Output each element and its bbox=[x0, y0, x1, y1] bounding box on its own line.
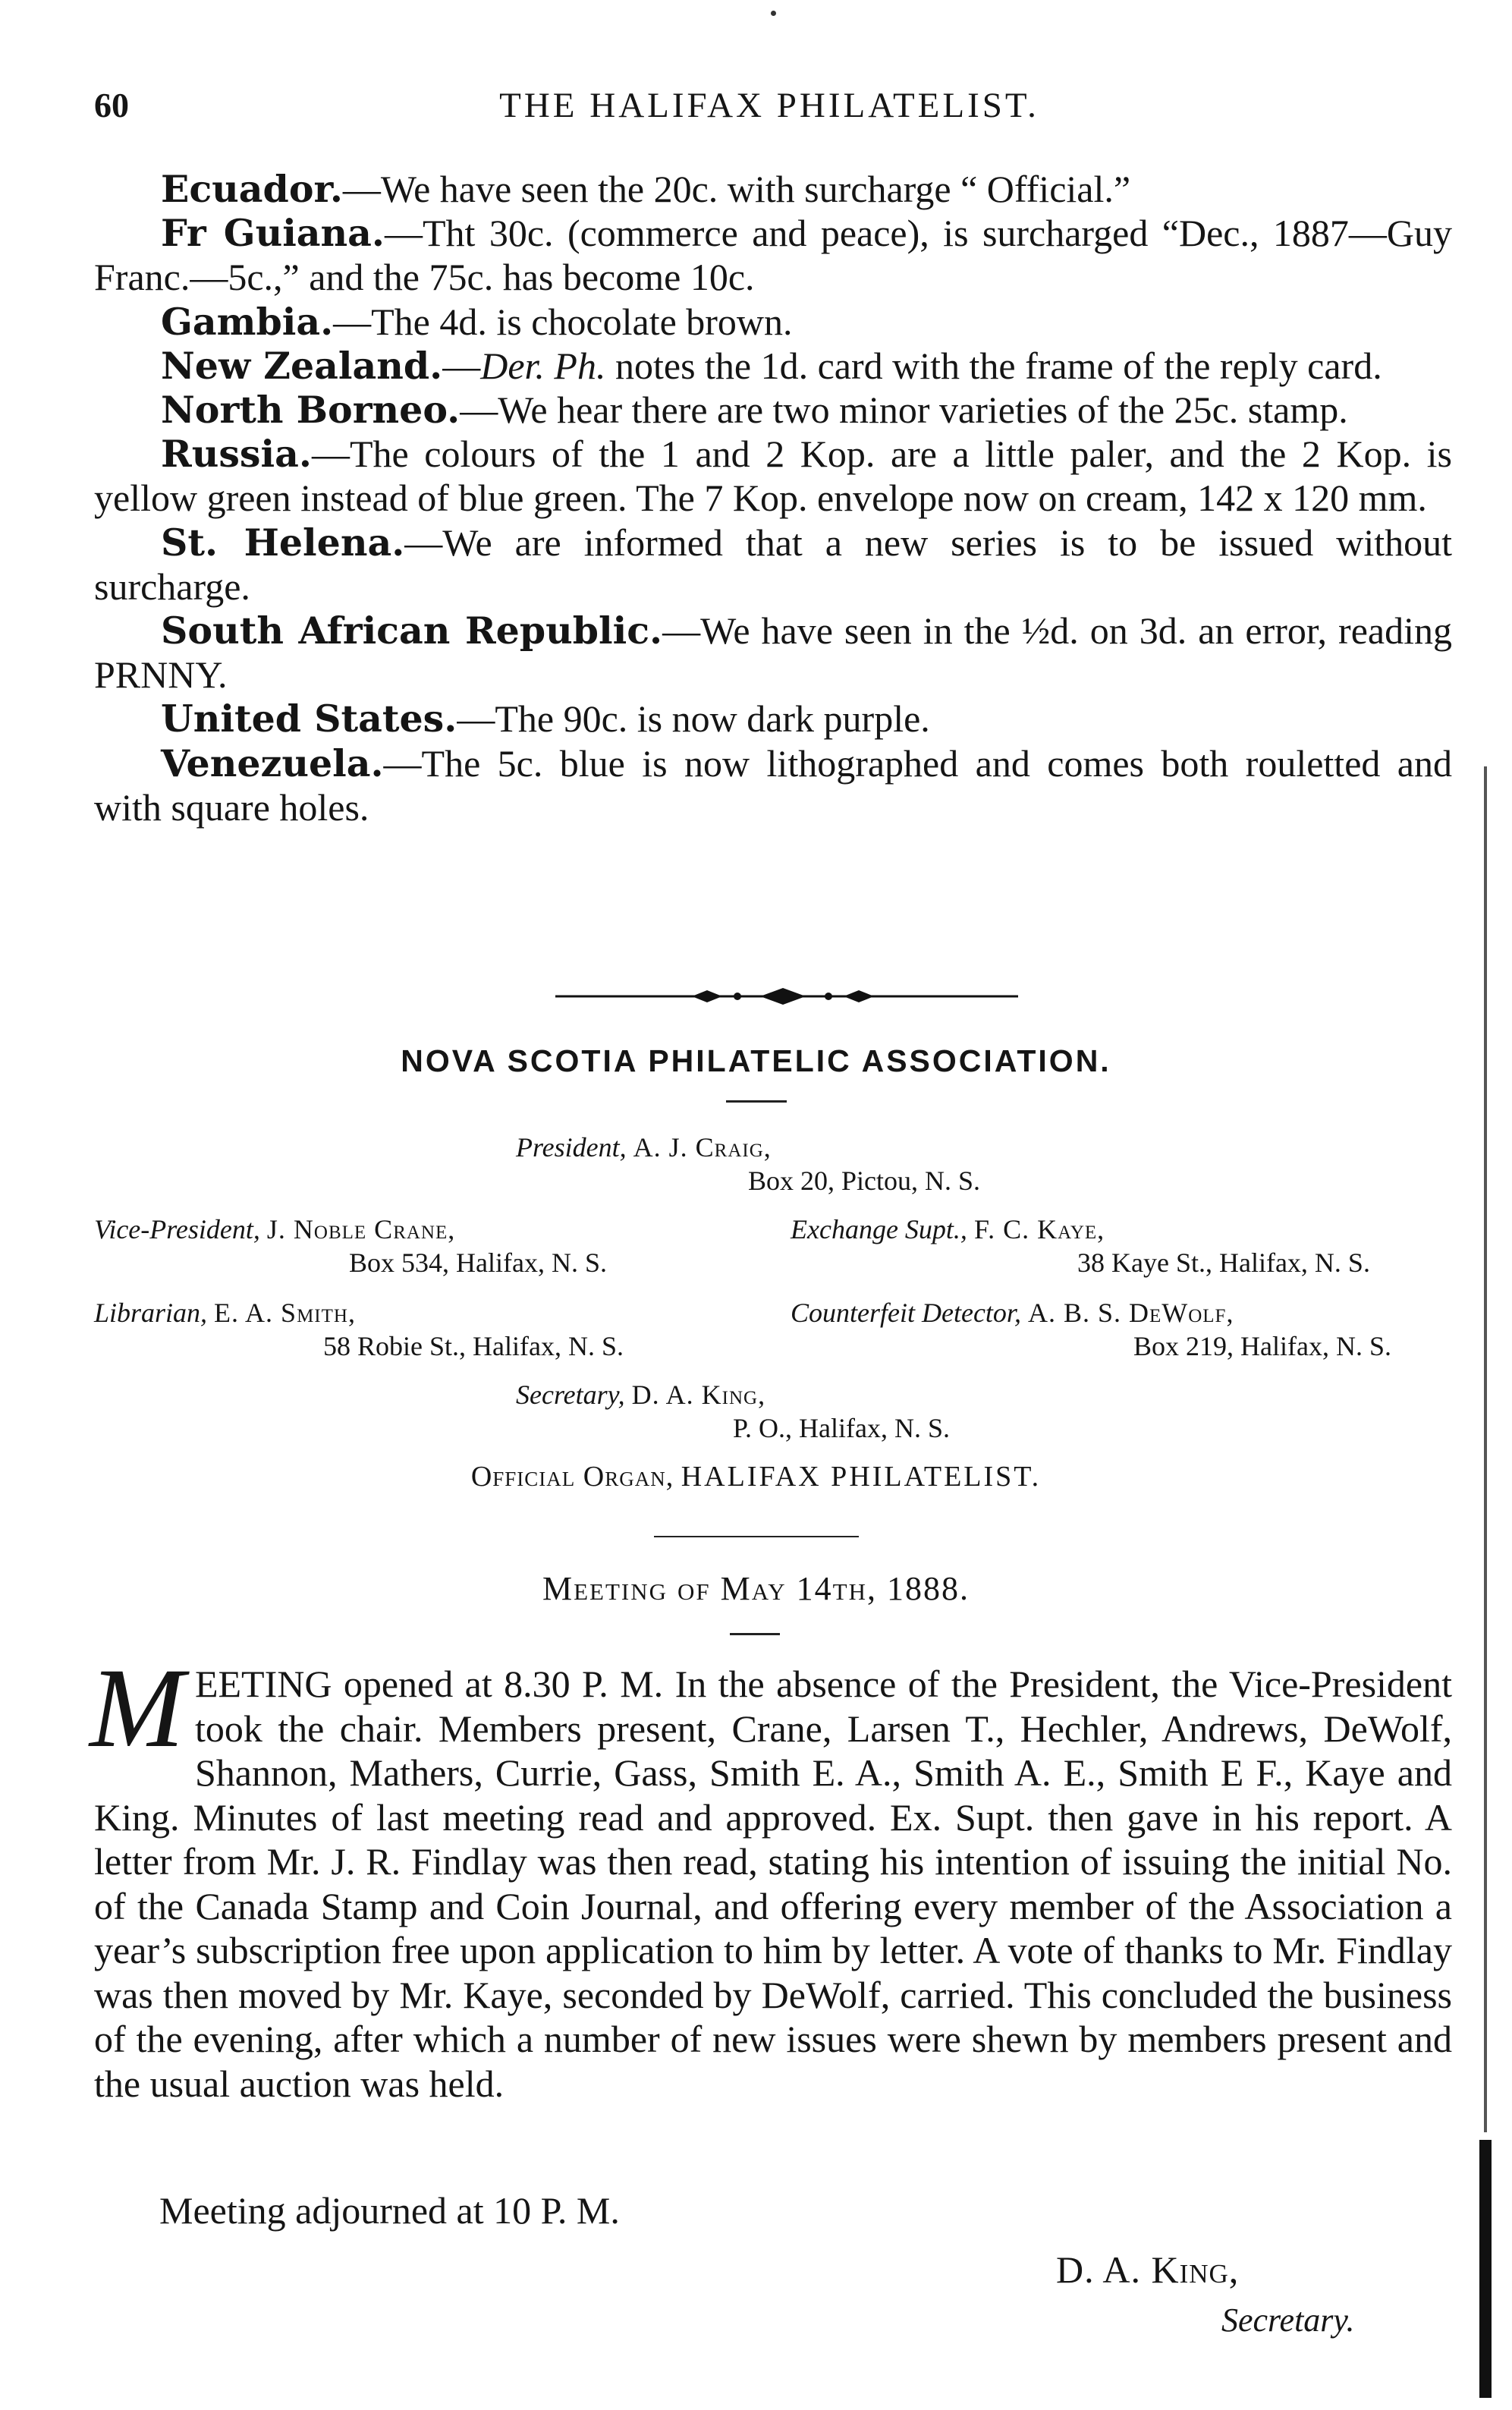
officer-name: A. B. S. DeWolf, bbox=[1027, 1298, 1234, 1328]
officer-counterfeit-detector bbox=[791, 1298, 1391, 1361]
officer-address: 58 Robie St., Halifax, N. S. bbox=[323, 1331, 624, 1361]
country-name: South African Republic. bbox=[161, 609, 663, 653]
officer-role: Exchange Supt., bbox=[791, 1214, 967, 1244]
country-name: Ecuador. bbox=[161, 167, 343, 211]
news-item bbox=[94, 167, 1452, 211]
news-text: —We have seen the 20c. with surcharge “ Official.” bbox=[342, 168, 1131, 210]
binding-edge-shadow bbox=[1479, 2140, 1492, 2398]
official-organ-name: HALIFAX PHILATELIST. bbox=[681, 1461, 1042, 1493]
signature-name: D. A. King, bbox=[1056, 2248, 1240, 2291]
news-text: —We have seen in the ½d. on 3d. an error, reading PRNNY. bbox=[94, 609, 1452, 697]
news-item bbox=[94, 432, 1452, 520]
officer-address: Box 219, Halifax, N. S. bbox=[1133, 1331, 1391, 1361]
news-item bbox=[94, 211, 1452, 299]
official-organ-label: Official Organ, bbox=[470, 1461, 674, 1493]
officer-address: Box 20, Pictou, N. S. bbox=[748, 1166, 981, 1196]
page-header bbox=[94, 85, 1444, 138]
officer-vice-president bbox=[94, 1214, 607, 1278]
meeting-minutes bbox=[90, 1645, 1452, 2106]
officer-address: 38 Kaye St., Halifax, N. S. bbox=[1077, 1247, 1370, 1278]
officer-role: President, bbox=[516, 1132, 627, 1163]
page-number: 60 bbox=[94, 86, 129, 124]
officer-role: Vice-President, bbox=[94, 1214, 260, 1244]
drop-cap: M bbox=[90, 1645, 184, 1771]
country-name: North Borneo. bbox=[161, 388, 461, 433]
news-text: —The 4d. is chocolate brown. bbox=[333, 300, 793, 343]
officer-address: P. O., Halifax, N. S. bbox=[733, 1413, 950, 1443]
officer-name: F. C. Kaye, bbox=[973, 1214, 1105, 1244]
news-item bbox=[94, 697, 1452, 741]
officer-exchange-supt bbox=[791, 1214, 1370, 1278]
officer-name: D. A. King, bbox=[631, 1380, 766, 1410]
binding-edge-thin bbox=[1484, 766, 1487, 2132]
officer-president bbox=[516, 1132, 981, 1196]
officer-name: E. A. Smith, bbox=[214, 1298, 356, 1328]
news-text: —The 5c. blue is now lithographed and comes both rouletted and with square holes. bbox=[94, 741, 1452, 829]
officer-librarian bbox=[94, 1298, 624, 1361]
news-text: —We are informed that a new series is to be issued without surcharge. bbox=[94, 521, 1452, 608]
news-item bbox=[94, 344, 1452, 388]
minutes-text: EETING opened at 8.30 P. M. In the absence of the President, the Vice-President took the chair. Members present, Crane, Larsen T., Hechler, Andrews, DeWolf, Shannon, Mathers, Currie, Gass, Smith E. A., Smith A. E., Smith E F., Kaye and King. Minutes of last meeting read and approved. Ex. Supt. then gave in his report. A letter from Mr. J. R. Findlay was then read, stating his intention of issuing the initial No. of the Canada Stamp and Coin Journal, and offering every member of the Association a year’s subscription free upon application to him by letter. A vote of thanks to Mr. Findlay was then moved by Mr. Kaye, seconded by DeWolf, carried. This concluded the business of the evening, after which a number of new issues were shewn by members present and the usual auction was held. bbox=[94, 1663, 1452, 2105]
title-underline bbox=[726, 1100, 787, 1103]
officer-role: Secretary, bbox=[516, 1380, 625, 1410]
news-text: —The colours of the 1 and 2 Kop. are a little paler, and the 2 Kop. is yellow green instead of blue green. The 7 Kop. envelope now on cream, 142 x 120 mm. bbox=[94, 433, 1452, 520]
news-item bbox=[94, 609, 1452, 697]
journal-title: THE HALIFAX PHILATELIST. bbox=[499, 86, 1039, 125]
officer-name: J. Noble Crane, bbox=[266, 1214, 456, 1244]
country-name: Russia. bbox=[161, 432, 312, 477]
adjournment-line: Meeting adjourned at 10 P. M. bbox=[159, 2189, 620, 2232]
officer-name: A. J. Craig, bbox=[633, 1132, 772, 1163]
officer-address: Box 534, Halifax, N. S. bbox=[349, 1247, 607, 1278]
section-divider bbox=[654, 1536, 859, 1537]
news-item bbox=[94, 388, 1452, 432]
heading-underline bbox=[730, 1633, 780, 1635]
ink-speck bbox=[771, 11, 776, 16]
country-name: Fr Guiana. bbox=[161, 211, 385, 256]
officer-role: Librarian, bbox=[94, 1298, 208, 1328]
country-name: St. Helena. bbox=[161, 520, 405, 565]
news-text: —We hear there are two minor varieties of the 25c. stamp. bbox=[460, 389, 1348, 432]
new-issues-section bbox=[94, 167, 1452, 829]
signature-role: Secretary. bbox=[1221, 2301, 1355, 2339]
news-item bbox=[94, 300, 1452, 344]
country-name: Venezuela. bbox=[161, 741, 384, 785]
news-text-rest: notes the 1d. card with the frame of the reply card. bbox=[605, 344, 1382, 387]
association-title: NOVA SCOTIA PHILATELIC ASSOCIATION. bbox=[401, 1043, 1111, 1078]
news-text: —The 90c. is now dark purple. bbox=[457, 697, 930, 741]
meeting-heading: Meeting of May 14th, 1888. bbox=[542, 1570, 970, 1607]
ornamental-rule bbox=[555, 985, 1018, 1008]
official-organ bbox=[0, 1460, 1512, 1493]
news-item bbox=[94, 741, 1452, 829]
news-text: —Tht 30c. (commerce and peace), is surcharged “Dec., 1887—Guy Franc.—5c.,” and the 75c. has become 10c. bbox=[94, 212, 1453, 299]
country-name: New Zealand. bbox=[161, 343, 443, 388]
news-text: — bbox=[442, 344, 481, 387]
news-item bbox=[94, 521, 1452, 609]
country-name: United States. bbox=[161, 697, 457, 741]
country-name: Gambia. bbox=[161, 299, 334, 344]
minutes-paragraph bbox=[90, 1645, 1452, 2106]
officer-role: Counterfeit Detector, bbox=[791, 1298, 1021, 1328]
officer-secretary bbox=[516, 1380, 950, 1443]
news-source: Der. Ph. bbox=[480, 344, 606, 387]
